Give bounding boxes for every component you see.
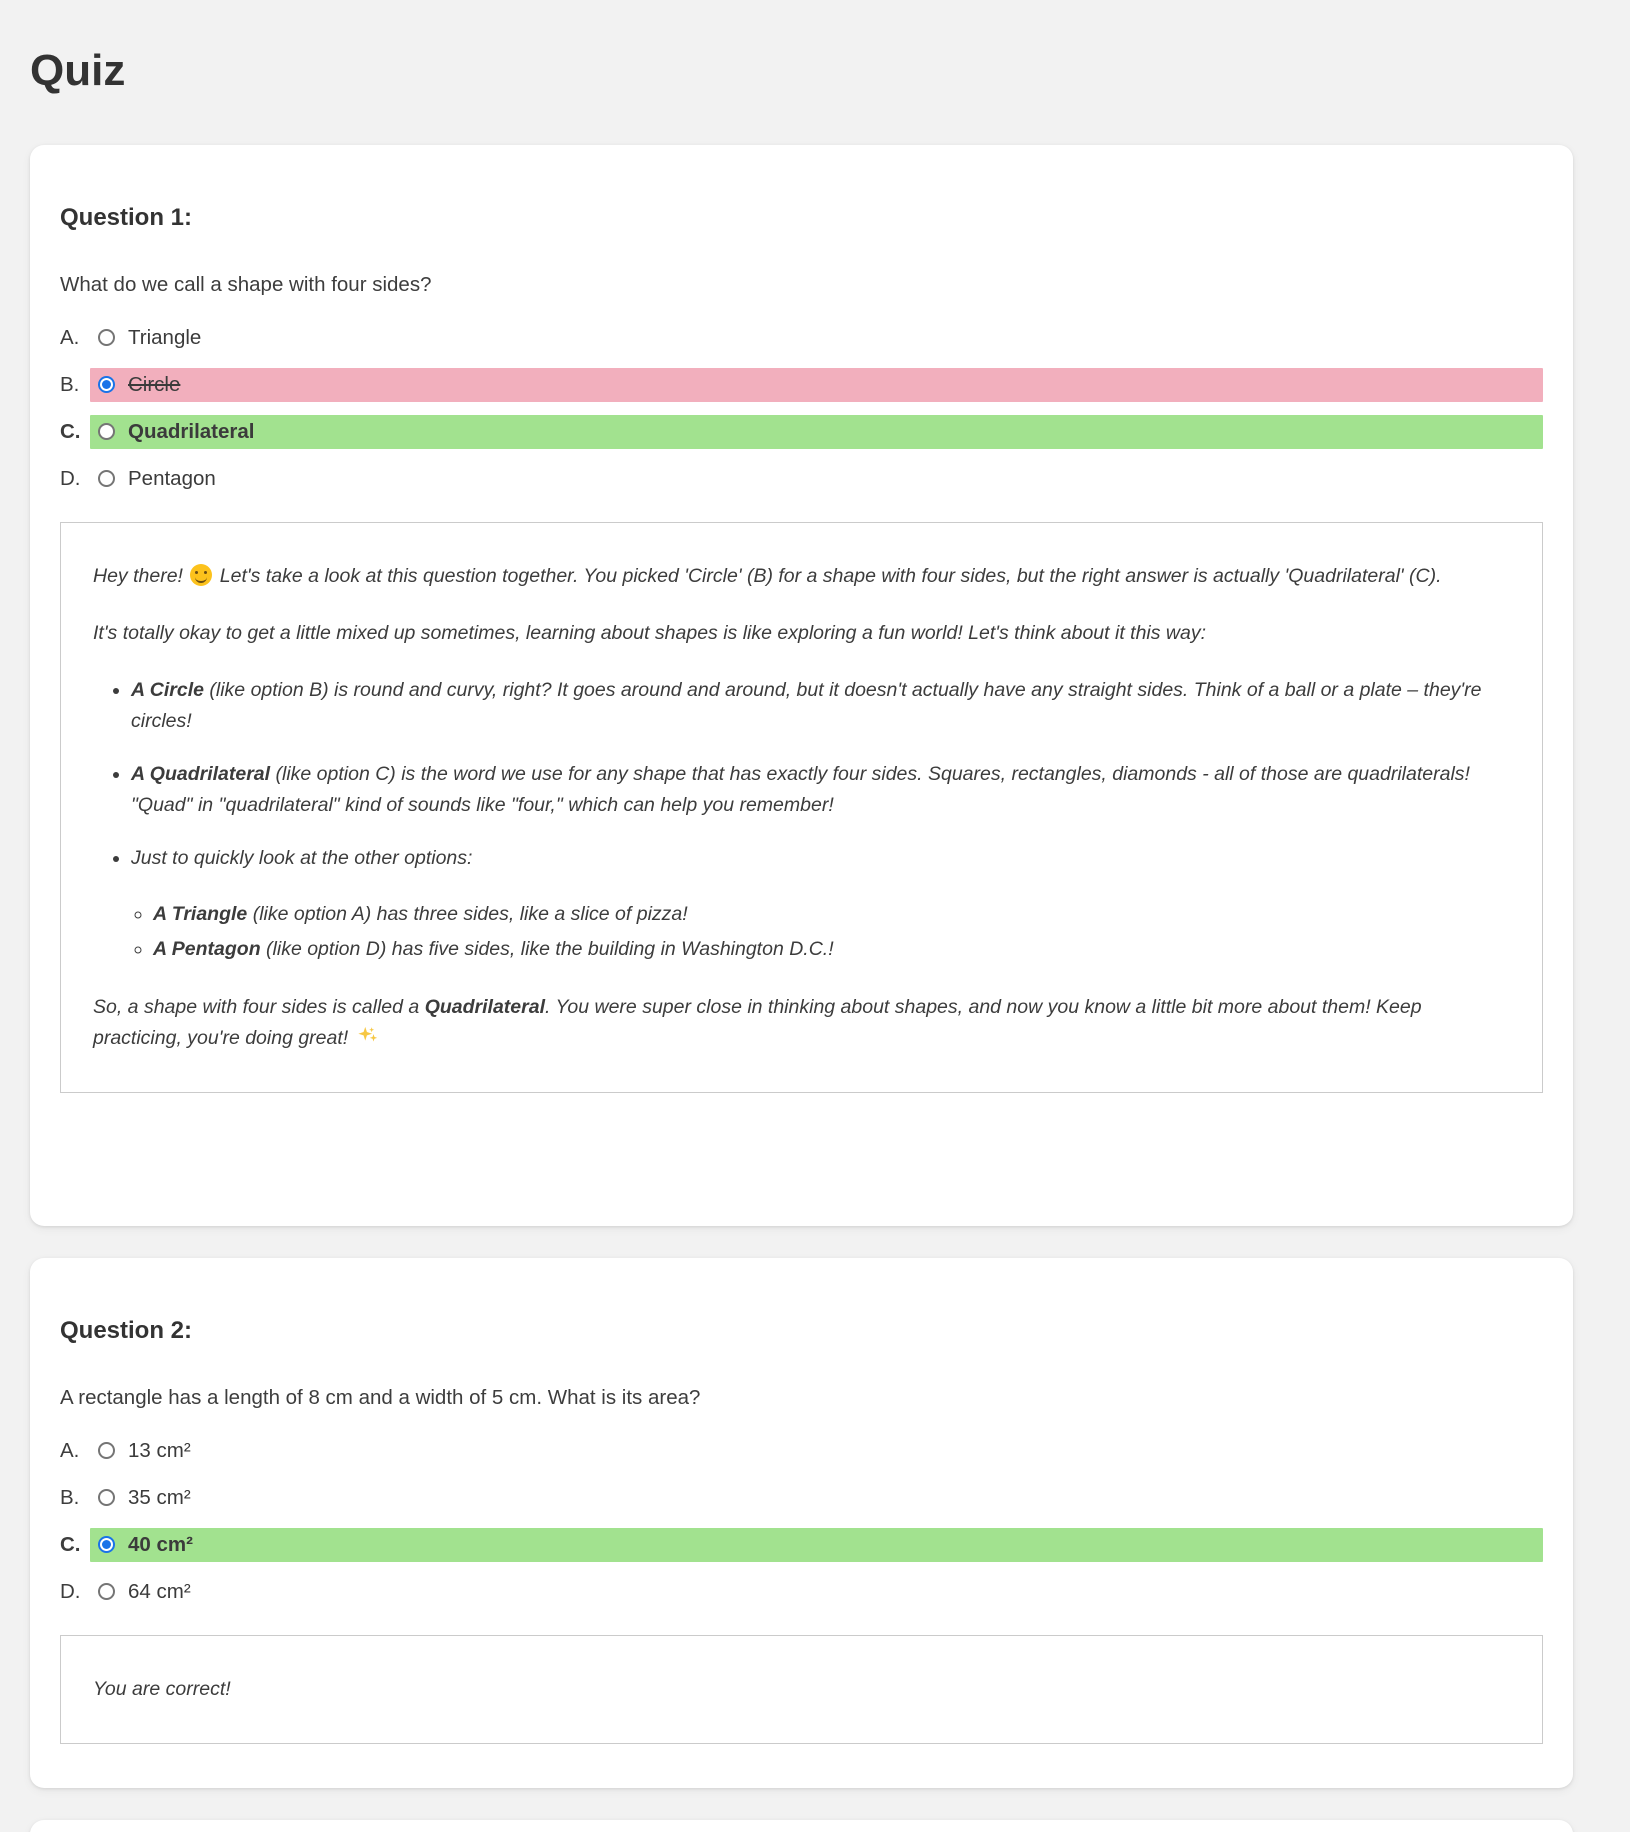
option-row-d [60,1575,1543,1609]
radio-button-selected[interactable] [98,376,115,393]
feedback-text: Let's take a look at this question together. You picked 'Circle' (B) for a shape with four sides, but the right answer is actually 'Quadrilateral' (C). [214,564,1442,587]
feedback-bold-term: A Circle [131,678,204,701]
feedback-bold-term: A Quadrilateral [131,762,271,785]
feedback-paragraph [93,561,1510,592]
option-text[interactable]: 40 cm² [128,1532,193,1556]
radio-button[interactable] [98,1583,115,1600]
feedback-bold-term: Quadrilateral [424,995,545,1018]
radio-button[interactable] [98,423,115,440]
option-row-a [60,1434,1543,1468]
option-letter: A. [60,325,80,349]
correct-answer-highlight[interactable] [90,1528,1543,1562]
question-2-header: Question 2: [60,1316,193,1344]
option-row-b [60,368,1543,402]
radio-button[interactable] [98,470,115,487]
question-2-text: A rectangle has a length of 8 cm and a width of 5 cm. What is its area? [60,1385,701,1409]
option-letter: C. [60,419,81,443]
question-2-card [30,1258,1573,1788]
option-row-a [60,321,1543,355]
option-letter: B. [60,372,80,396]
incorrect-answer-highlight[interactable] [90,368,1543,402]
feedback-sub-bullet [153,898,1510,931]
feedback-sub-bullet-list [131,898,1510,966]
feedback-text: (like option D) has five sides, like the building in Washington D.C.! [260,937,834,960]
feedback-box [60,1635,1543,1744]
option-row-b [60,1481,1543,1515]
radio-button[interactable] [98,1442,115,1459]
option-letter: D. [60,1579,81,1603]
option-row-c [60,415,1543,449]
question-1-header: Question 1: [60,203,193,231]
feedback-bullet [131,759,1510,821]
feedback-text: Just to quickly look at the other options: [131,846,473,869]
feedback-text: So, a shape with four sides is called a [93,995,425,1018]
feedback-text: (like option B) is round and curvy, right? It goes around and around, but it doesn't actually have any straight sides. Think of a ball or a plate – they're circles! [131,678,1482,732]
option-text[interactable]: Pentagon [128,466,216,490]
feedback-bold-term: A Triangle [153,902,248,925]
option-letter: B. [60,1485,80,1509]
feedback-bullet-list [93,675,1510,966]
question-2-options [60,1434,1543,1609]
option-text[interactable]: 64 cm² [128,1579,191,1603]
option-text[interactable]: Circle [128,372,181,396]
feedback-text: (like option A) has three sides, like a slice of pizza! [247,902,688,925]
option-letter: A. [60,1438,80,1462]
feedback-paragraph: It's totally okay to get a little mixed up sometimes, learning about shapes is like exploring a fun world! Let's think about it this way: [93,621,1207,644]
option-click-area[interactable] [90,1481,1543,1515]
option-click-area[interactable] [90,321,1543,355]
feedback-text: . You were super close in thinking about shapes, and now you know a little bit more about them! Keep practicing, you're doing great! [93,995,1422,1049]
feedback-paragraph: You are correct! [93,1677,231,1700]
feedback-bullet [131,675,1510,737]
correct-answer-highlight[interactable] [90,415,1543,449]
option-text[interactable]: Quadrilateral [128,419,255,443]
option-letter: C. [60,1532,81,1556]
option-text[interactable]: 35 cm² [128,1485,191,1509]
quiz-title: Quiz [30,46,126,95]
feedback-text: Hey there! [93,564,189,587]
question-3-card-partial [30,1820,1573,1832]
option-click-area[interactable] [90,1575,1543,1609]
option-click-area[interactable] [90,1434,1543,1468]
option-text[interactable]: 13 cm² [128,1438,191,1462]
question-1-text: What do we call a shape with four sides? [60,272,432,296]
option-letter: D. [60,466,81,490]
option-row-d [60,462,1543,496]
feedback-paragraph [93,992,1510,1054]
feedback-sub-bullet [153,933,1510,966]
radio-button[interactable] [98,329,115,346]
option-text[interactable]: Triangle [128,325,202,349]
question-1-card [30,145,1573,1226]
smiling-face-emoji-icon [190,564,212,586]
feedback-text: (like option C) is the word we use for any shape that has exactly four sides. Squares, rectangles, diamonds - all of those are quadrilaterals! "Quad" in "quadrilateral" kind of sounds like "four," which can help you remember! [131,762,1470,816]
feedback-bold-term: A Pentagon [153,937,261,960]
option-click-area[interactable] [90,462,1543,496]
option-row-c [60,1528,1543,1562]
radio-button[interactable] [98,1489,115,1506]
sparkles-emoji-icon [357,1025,379,1047]
radio-button-selected[interactable] [98,1536,115,1553]
feedback-box [60,522,1543,1093]
feedback-bullet [131,843,1510,966]
question-1-options [60,321,1543,496]
